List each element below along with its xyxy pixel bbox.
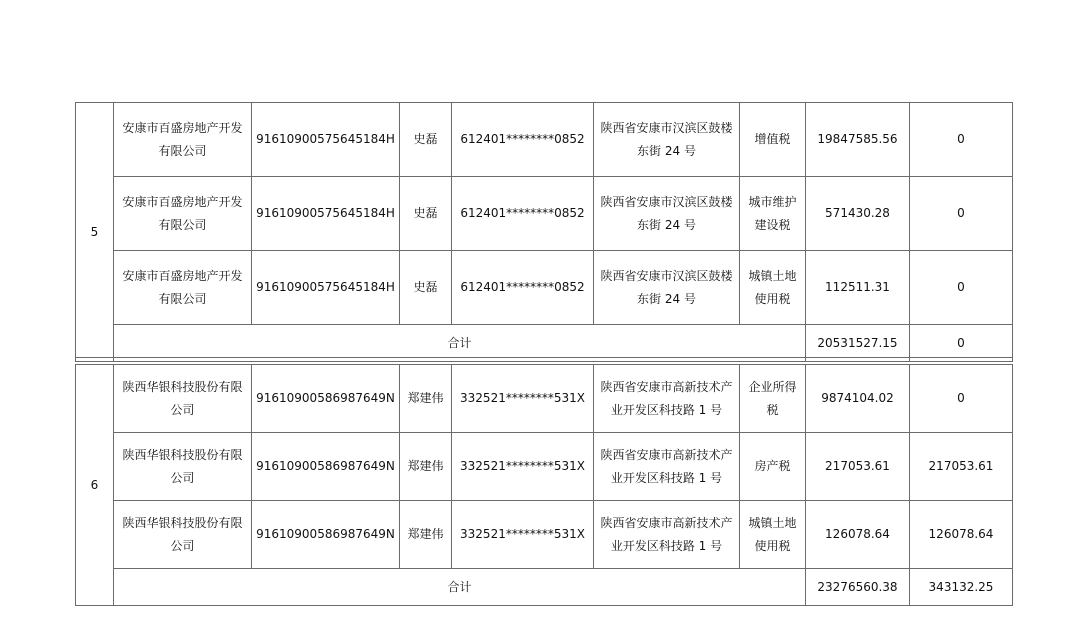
address: 陕西省安康市高新技术产业开发区科技路 1 号 [594, 501, 740, 569]
table-row [76, 433, 1013, 501]
legal-representative: 史磊 [400, 103, 452, 177]
address: 陕西省安康市汉滨区鼓楼东街 24 号 [594, 251, 740, 325]
id-number: 332521********531X [452, 365, 594, 433]
total-amount-owed: 343132.25 [910, 569, 1013, 606]
address: 陕西省安康市汉滨区鼓楼东街 24 号 [594, 103, 740, 177]
total-amount-due: 20531527.15 [806, 325, 910, 362]
id-number: 612401********0852 [452, 251, 594, 325]
company-name: 安康市百盛房地产开发有限公司 [114, 103, 252, 177]
id-number: 332521********531X [452, 433, 594, 501]
amount-owed: 126078.64 [910, 501, 1013, 569]
table-row [76, 251, 1013, 325]
company-name: 安康市百盛房地产开发有限公司 [114, 177, 252, 251]
amount-owed: 0 [910, 251, 1013, 325]
address: 陕西省安康市汉滨区鼓楼东街 24 号 [594, 177, 740, 251]
table-row [76, 501, 1013, 569]
address: 陕西省安康市高新技术产业开发区科技路 1 号 [594, 365, 740, 433]
amount-due: 217053.61 [806, 433, 910, 501]
tax-table-group-6 [75, 364, 1013, 606]
tax-type: 城镇土地使用税 [740, 251, 806, 325]
tax-type: 房产税 [740, 433, 806, 501]
company-name: 陕西华银科技股份有限公司 [114, 501, 252, 569]
amount-due: 571430.28 [806, 177, 910, 251]
total-row [76, 325, 1013, 362]
credit-code: 91610900575645184H [252, 177, 400, 251]
company-name: 安康市百盛房地产开发有限公司 [114, 251, 252, 325]
id-number: 612401********0852 [452, 177, 594, 251]
legal-representative: 郑建伟 [400, 433, 452, 501]
row-index: 5 [76, 103, 114, 362]
amount-owed: 0 [910, 365, 1013, 433]
total-row [76, 569, 1013, 606]
legal-representative: 史磊 [400, 177, 452, 251]
amount-due: 126078.64 [806, 501, 910, 569]
credit-code: 91610900586987649N [252, 501, 400, 569]
tax-type: 城市维护建设税 [740, 177, 806, 251]
legal-representative: 郑建伟 [400, 501, 452, 569]
credit-code: 91610900586987649N [252, 433, 400, 501]
group-divider [75, 357, 1012, 358]
company-name: 陕西华银科技股份有限公司 [114, 433, 252, 501]
amount-due: 19847585.56 [806, 103, 910, 177]
id-number: 332521********531X [452, 501, 594, 569]
credit-code: 91610900575645184H [252, 251, 400, 325]
tax-table-group-5 [75, 102, 1013, 362]
table-row [76, 177, 1013, 251]
amount-owed: 217053.61 [910, 433, 1013, 501]
tax-type: 城镇土地使用税 [740, 501, 806, 569]
legal-representative: 郑建伟 [400, 365, 452, 433]
company-name: 陕西华银科技股份有限公司 [114, 365, 252, 433]
credit-code: 91610900586987649N [252, 365, 400, 433]
id-number: 612401********0852 [452, 103, 594, 177]
total-label: 合计 [114, 569, 806, 606]
row-index: 6 [76, 365, 114, 606]
tax-type: 增值税 [740, 103, 806, 177]
legal-representative: 史磊 [400, 251, 452, 325]
amount-owed: 0 [910, 103, 1013, 177]
amount-owed: 0 [910, 177, 1013, 251]
total-amount-due: 23276560.38 [806, 569, 910, 606]
tax-type: 企业所得税 [740, 365, 806, 433]
amount-due: 9874104.02 [806, 365, 910, 433]
total-label: 合计 [114, 325, 806, 362]
total-amount-owed: 0 [910, 325, 1013, 362]
amount-due: 112511.31 [806, 251, 910, 325]
table-row [76, 365, 1013, 433]
credit-code: 91610900575645184H [252, 103, 400, 177]
table-row [76, 103, 1013, 177]
address: 陕西省安康市高新技术产业开发区科技路 1 号 [594, 433, 740, 501]
